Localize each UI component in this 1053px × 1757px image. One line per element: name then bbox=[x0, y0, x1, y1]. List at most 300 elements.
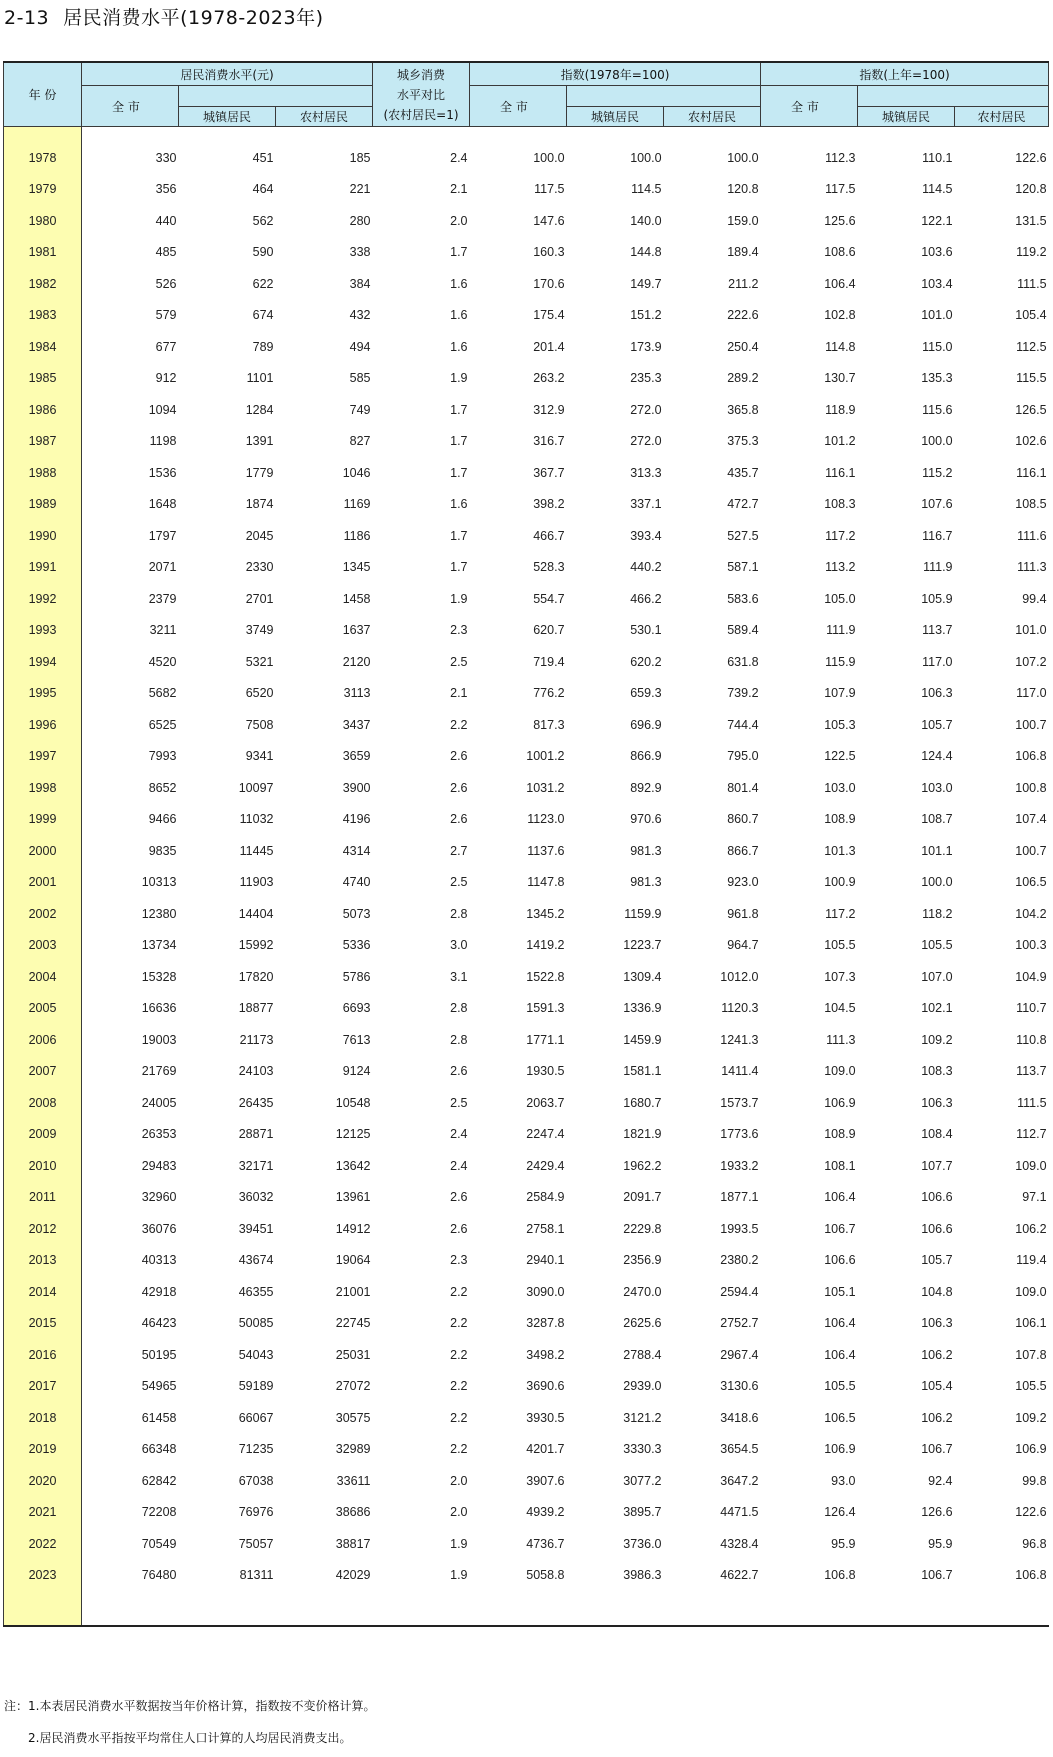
table-row bbox=[4, 1145, 1049, 1177]
header-index1978-all: 全 市 bbox=[470, 86, 567, 127]
cell-level-urban: 2045 bbox=[245, 528, 274, 543]
cell-year: 2017 bbox=[4, 1366, 82, 1398]
cell-indexprev-urban: 108.4 bbox=[921, 1127, 953, 1141]
cell-year: 2022 bbox=[4, 1523, 82, 1555]
table-row bbox=[4, 610, 1049, 642]
cell-level-urban: 5321 bbox=[245, 654, 274, 669]
cell-year: 1984 bbox=[4, 326, 82, 358]
cell-index1978-rural: 961.8 bbox=[727, 906, 759, 921]
cell-indexprev-all: 105.3 bbox=[824, 717, 856, 732]
cell-indexprev-urban: 107.0 bbox=[921, 969, 953, 984]
cell-index1978-urban: 100.0 bbox=[630, 150, 662, 165]
cell-index1978-rural: 1773.6 bbox=[720, 1127, 759, 1141]
table-title: 居民消费水平(1978-2023年) bbox=[63, 7, 324, 29]
cell-index1978-urban: 659.3 bbox=[630, 686, 662, 700]
cell-indexprev-urban: 106.2 bbox=[921, 1347, 953, 1362]
cell-indexprev-all: 114.8 bbox=[825, 339, 856, 354]
cell-level-all: 485 bbox=[155, 245, 177, 259]
cell-index1978-rural: 211.2 bbox=[728, 276, 759, 291]
table-header bbox=[4, 62, 1049, 127]
cell-level-urban: 11445 bbox=[239, 843, 274, 858]
cell-index1978-all: 1345.2 bbox=[526, 906, 565, 921]
cell-index1978-rural: 2967.4 bbox=[720, 1347, 759, 1362]
cell-level-all: 2379 bbox=[148, 591, 177, 606]
header-level-all: 全 市 bbox=[82, 86, 179, 127]
cell-urban-rural-ratio: 1.7 bbox=[450, 434, 468, 448]
cell-level-all: 440 bbox=[155, 213, 177, 228]
cell-year: 2010 bbox=[4, 1145, 82, 1177]
table-row bbox=[4, 1492, 1049, 1524]
cell-indexprev-urban: 92.4 bbox=[928, 1473, 953, 1488]
cell-level-urban: 1391 bbox=[245, 434, 274, 448]
cell-indexprev-rural: 106.2 bbox=[1015, 1221, 1047, 1236]
data-table-container bbox=[3, 61, 1048, 1627]
cell-level-urban: 39451 bbox=[238, 1221, 274, 1236]
cell-index1978-all: 4201.7 bbox=[526, 1442, 565, 1456]
cell-urban-rural-ratio: 1.9 bbox=[450, 371, 468, 385]
cell-indexprev-all: 115.9 bbox=[825, 654, 856, 669]
cell-urban-rural-ratio: 1.7 bbox=[450, 560, 468, 574]
cell-indexprev-rural: 107.2 bbox=[1015, 654, 1047, 669]
cell-index1978-all: 2063.7 bbox=[526, 1095, 565, 1110]
cell-indexprev-all: 106.4 bbox=[824, 1316, 856, 1330]
cell-level-rural: 1458 bbox=[342, 591, 371, 606]
cell-level-urban: 789 bbox=[252, 339, 274, 354]
table-row bbox=[4, 736, 1049, 768]
header-level-gap bbox=[179, 86, 373, 107]
cell-level-all: 1094 bbox=[148, 402, 177, 417]
cell-level-urban: 67038 bbox=[238, 1473, 274, 1488]
table-row bbox=[4, 925, 1049, 957]
cell-level-rural: 42029 bbox=[335, 1568, 371, 1582]
cell-indexprev-rural: 100.3 bbox=[1015, 938, 1047, 952]
note-2: 2.居民消费水平指按平均常住人口计算的人均居民消费支出。 bbox=[28, 1731, 352, 1745]
cell-level-all: 912 bbox=[155, 371, 177, 385]
cell-year: 1994 bbox=[4, 641, 82, 673]
table-row bbox=[4, 1051, 1049, 1083]
table-notes bbox=[4, 1690, 375, 1754]
cell-index1978-rural: 222.6 bbox=[727, 308, 759, 322]
cell-index1978-all: 3498.2 bbox=[526, 1347, 565, 1362]
cell-level-rural: 12125 bbox=[335, 1127, 371, 1141]
cell-indexprev-urban: 115.6 bbox=[922, 402, 953, 417]
cell-indexprev-all: 111.3 bbox=[826, 1032, 856, 1047]
cell-level-rural: 221 bbox=[349, 182, 371, 196]
table-row bbox=[4, 326, 1049, 358]
cell-year: 2015 bbox=[4, 1303, 82, 1335]
cell-year: 2006 bbox=[4, 1019, 82, 1051]
cell-urban-rural-ratio: 2.2 bbox=[450, 1316, 468, 1330]
table-number: 2-13 bbox=[4, 7, 50, 29]
cell-index1978-urban: 1821.9 bbox=[623, 1127, 662, 1141]
cell-index1978-urban: 2788.4 bbox=[623, 1347, 662, 1362]
cell-index1978-rural: 2752.7 bbox=[720, 1316, 759, 1330]
cell-index1978-urban: 272.0 bbox=[630, 402, 662, 417]
cell-indexprev-all: 112.3 bbox=[825, 150, 856, 165]
cell-level-rural: 749 bbox=[349, 402, 371, 417]
table-row bbox=[4, 830, 1049, 862]
cell-urban-rural-ratio: 2.8 bbox=[450, 1032, 468, 1047]
cell-index1978-rural: 159.0 bbox=[727, 213, 759, 228]
cell-indexprev-urban: 106.6 bbox=[921, 1190, 953, 1204]
cell-level-rural: 5073 bbox=[342, 906, 371, 921]
cell-level-rural: 3113 bbox=[343, 686, 371, 700]
header-ratio-line3: (农村居民=1) bbox=[383, 107, 459, 122]
cell-urban-rural-ratio: 2.5 bbox=[450, 654, 468, 669]
cell-level-urban: 7508 bbox=[245, 717, 274, 732]
cell-level-all: 21769 bbox=[141, 1064, 177, 1078]
cell-indexprev-urban: 135.3 bbox=[921, 371, 953, 385]
cell-index1978-urban: 313.3 bbox=[630, 465, 662, 480]
cell-indexprev-rural: 119.2 bbox=[1016, 245, 1047, 259]
cell-year: 2005 bbox=[4, 988, 82, 1020]
cell-urban-rural-ratio: 3.0 bbox=[450, 938, 468, 952]
cell-index1978-rural: 3654.5 bbox=[720, 1442, 759, 1456]
cell-indexprev-rural: 122.6 bbox=[1015, 150, 1047, 165]
cell-indexprev-rural: 112.7 bbox=[1016, 1127, 1047, 1141]
cell-index1978-rural: 1933.2 bbox=[720, 1158, 759, 1173]
cell-index1978-urban: 3986.3 bbox=[623, 1568, 662, 1582]
cell-index1978-all: 170.6 bbox=[533, 276, 565, 291]
cell-level-urban: 24103 bbox=[238, 1064, 274, 1078]
cell-index1978-rural: 866.7 bbox=[727, 843, 759, 858]
cell-year: 1981 bbox=[4, 232, 82, 264]
cell-level-all: 677 bbox=[155, 339, 177, 354]
table-row bbox=[4, 1271, 1049, 1303]
cell-index1978-rural: 365.8 bbox=[727, 402, 759, 417]
table-row bbox=[4, 1429, 1049, 1461]
header-indexprev-rural: 农村居民 bbox=[955, 107, 1049, 127]
cell-indexprev-urban: 106.3 bbox=[921, 686, 953, 700]
cell-indexprev-rural: 109.0 bbox=[1015, 1158, 1047, 1173]
cell-year: 2000 bbox=[4, 830, 82, 862]
cell-urban-rural-ratio: 1.6 bbox=[450, 308, 468, 322]
cell-indexprev-rural: 106.8 bbox=[1015, 749, 1047, 763]
cell-index1978-rural: 744.4 bbox=[727, 717, 759, 732]
cell-level-urban: 464 bbox=[252, 182, 274, 196]
cell-level-all: 526 bbox=[155, 276, 177, 291]
cell-index1978-all: 1147.8 bbox=[527, 875, 565, 889]
cell-indexprev-rural: 100.7 bbox=[1015, 843, 1047, 858]
cell-level-rural: 22745 bbox=[335, 1316, 371, 1330]
cell-level-all: 10313 bbox=[141, 875, 177, 889]
cell-urban-rural-ratio: 1.7 bbox=[450, 465, 468, 480]
cell-index1978-urban: 696.9 bbox=[630, 717, 662, 732]
cell-index1978-urban: 530.1 bbox=[630, 623, 662, 637]
table-row bbox=[4, 358, 1049, 390]
cell-level-urban: 9341 bbox=[245, 749, 274, 763]
cell-level-all: 579 bbox=[155, 308, 177, 322]
cell-urban-rural-ratio: 2.6 bbox=[450, 812, 468, 826]
cell-indexprev-urban: 117.0 bbox=[922, 654, 953, 669]
cell-year: 2003 bbox=[4, 925, 82, 957]
cell-urban-rural-ratio: 1.9 bbox=[450, 1536, 468, 1551]
cell-indexprev-all: 126.4 bbox=[824, 1505, 856, 1519]
cell-indexprev-rural: 99.8 bbox=[1022, 1473, 1047, 1488]
cell-year: 1991 bbox=[4, 547, 82, 579]
cell-level-urban: 1284 bbox=[245, 402, 274, 417]
cell-index1978-urban: 1223.7 bbox=[623, 938, 662, 952]
cell-index1978-all: 1419.2 bbox=[526, 938, 565, 952]
cell-urban-rural-ratio: 2.2 bbox=[450, 1410, 468, 1425]
cell-index1978-urban: 1962.2 bbox=[623, 1158, 662, 1173]
cell-level-all: 40313 bbox=[141, 1253, 177, 1267]
cell-year: 2018 bbox=[4, 1397, 82, 1429]
table-row bbox=[4, 988, 1049, 1020]
cell-level-rural: 6693 bbox=[342, 1001, 371, 1015]
cell-level-rural: 32989 bbox=[335, 1442, 371, 1456]
cell-level-rural: 13961 bbox=[335, 1190, 371, 1204]
cell-indexprev-all: 106.8 bbox=[824, 1568, 856, 1582]
cell-level-urban: 10097 bbox=[238, 780, 274, 795]
cell-urban-rural-ratio: 2.2 bbox=[450, 717, 468, 732]
cell-urban-rural-ratio: 2.0 bbox=[450, 1505, 468, 1519]
cell-index1978-rural: 1993.5 bbox=[720, 1221, 759, 1236]
cell-index1978-rural: 1877.1 bbox=[720, 1190, 759, 1204]
cell-indexprev-all: 108.9 bbox=[824, 812, 856, 826]
cell-level-rural: 38817 bbox=[335, 1536, 371, 1551]
cell-index1978-all: 117.5 bbox=[534, 182, 565, 196]
cell-level-rural: 25031 bbox=[335, 1347, 371, 1362]
cell-level-all: 76480 bbox=[141, 1568, 177, 1582]
cell-index1978-all: 367.7 bbox=[533, 465, 565, 480]
cell-year: 1985 bbox=[4, 358, 82, 390]
cell-level-urban: 1101 bbox=[246, 371, 274, 385]
cell-indexprev-urban: 105.4 bbox=[921, 1379, 953, 1393]
cell-indexprev-rural: 97.1 bbox=[1022, 1190, 1047, 1204]
cell-urban-rural-ratio: 2.3 bbox=[450, 623, 468, 637]
cell-indexprev-all: 106.5 bbox=[824, 1410, 856, 1425]
cell-indexprev-urban: 103.6 bbox=[921, 245, 953, 259]
cell-level-rural: 30575 bbox=[335, 1410, 371, 1425]
cell-indexprev-urban: 105.9 bbox=[921, 591, 953, 606]
cell-level-urban: 590 bbox=[252, 245, 274, 259]
cell-index1978-rural: 3647.2 bbox=[720, 1473, 759, 1488]
header-urban-rural-ratio bbox=[373, 62, 470, 127]
table-row bbox=[4, 704, 1049, 736]
cell-level-rural: 38686 bbox=[335, 1505, 371, 1519]
cell-level-urban: 76976 bbox=[238, 1505, 274, 1519]
cell-indexprev-all: 106.4 bbox=[824, 276, 856, 291]
cell-level-rural: 432 bbox=[349, 308, 371, 322]
cell-year: 2013 bbox=[4, 1240, 82, 1272]
table-row bbox=[4, 1303, 1049, 1335]
cell-index1978-rural: 1012.0 bbox=[720, 969, 759, 984]
cell-level-urban: 1779 bbox=[245, 465, 274, 480]
cell-index1978-urban: 440.2 bbox=[630, 560, 662, 574]
cell-index1978-urban: 2939.0 bbox=[623, 1379, 662, 1393]
cell-level-all: 3211 bbox=[149, 623, 177, 637]
cell-urban-rural-ratio: 2.0 bbox=[450, 1473, 468, 1488]
cell-year: 2021 bbox=[4, 1492, 82, 1524]
cell-year: 1980 bbox=[4, 200, 82, 232]
table-row bbox=[4, 1334, 1049, 1366]
cell-level-urban: 18877 bbox=[238, 1001, 274, 1015]
cell-indexprev-rural: 126.5 bbox=[1015, 402, 1047, 417]
cell-indexprev-rural: 106.5 bbox=[1015, 875, 1047, 889]
cell-index1978-all: 160.3 bbox=[533, 245, 565, 259]
cell-level-rural: 1186 bbox=[343, 528, 371, 543]
cell-indexprev-urban: 122.1 bbox=[921, 213, 953, 228]
cell-level-all: 5682 bbox=[148, 686, 177, 700]
cell-index1978-rural: 375.3 bbox=[727, 434, 759, 448]
cell-index1978-all: 466.7 bbox=[533, 528, 565, 543]
cell-index1978-rural: 631.8 bbox=[727, 654, 759, 669]
cell-level-all: 15328 bbox=[141, 969, 177, 984]
cell-year: 2009 bbox=[4, 1114, 82, 1146]
table-row bbox=[4, 1177, 1049, 1209]
cell-indexprev-urban: 101.1 bbox=[921, 843, 953, 858]
cell-year: 1990 bbox=[4, 515, 82, 547]
cell-level-all: 54965 bbox=[141, 1379, 177, 1393]
cell-indexprev-urban: 105.7 bbox=[921, 717, 953, 732]
cell-level-urban: 66067 bbox=[238, 1410, 274, 1425]
cell-level-urban: 2701 bbox=[245, 591, 274, 606]
cell-urban-rural-ratio: 2.6 bbox=[450, 1064, 468, 1078]
cell-indexprev-urban: 103.4 bbox=[921, 276, 953, 291]
cell-indexprev-rural: 105.5 bbox=[1015, 1379, 1047, 1393]
cell-urban-rural-ratio: 1.6 bbox=[450, 276, 468, 291]
cell-level-rural: 4314 bbox=[342, 843, 371, 858]
cell-level-all: 19003 bbox=[141, 1032, 177, 1047]
cell-indexprev-rural: 131.5 bbox=[1015, 213, 1047, 228]
table-row bbox=[4, 547, 1049, 579]
cell-indexprev-urban: 115.2 bbox=[922, 465, 953, 480]
cell-level-all: 61458 bbox=[141, 1410, 177, 1425]
cell-index1978-all: 817.3 bbox=[533, 717, 565, 732]
cell-year: 1992 bbox=[4, 578, 82, 610]
cell-urban-rural-ratio: 2.4 bbox=[450, 1158, 468, 1173]
cell-index1978-urban: 981.3 bbox=[630, 875, 662, 889]
cell-indexprev-all: 106.9 bbox=[824, 1442, 856, 1456]
cell-indexprev-rural: 100.8 bbox=[1015, 780, 1047, 795]
cell-indexprev-urban: 95.9 bbox=[928, 1536, 953, 1551]
cell-index1978-all: 312.9 bbox=[533, 402, 565, 417]
cell-index1978-rural: 739.2 bbox=[727, 686, 759, 700]
cell-index1978-rural: 795.0 bbox=[727, 749, 759, 763]
cell-index1978-all: 2940.1 bbox=[526, 1253, 565, 1267]
cell-level-rural: 4740 bbox=[342, 875, 371, 889]
cell-urban-rural-ratio: 2.6 bbox=[450, 1190, 468, 1204]
cell-level-all: 36076 bbox=[141, 1221, 177, 1236]
cell-index1978-urban: 2625.6 bbox=[623, 1316, 662, 1330]
cell-index1978-urban: 151.2 bbox=[630, 308, 662, 322]
cell-year: 2007 bbox=[4, 1051, 82, 1083]
cell-index1978-all: 2247.4 bbox=[526, 1127, 565, 1141]
cell-level-rural: 9124 bbox=[342, 1064, 371, 1078]
cell-indexprev-urban: 109.2 bbox=[921, 1032, 953, 1047]
cell-level-rural: 185 bbox=[349, 150, 371, 165]
cell-level-urban: 21173 bbox=[239, 1032, 274, 1047]
cell-year: 2012 bbox=[4, 1208, 82, 1240]
cell-index1978-rural: 1120.3 bbox=[721, 1001, 759, 1015]
cell-indexprev-rural: 104.9 bbox=[1015, 969, 1047, 984]
cell-indexprev-all: 107.3 bbox=[824, 969, 856, 984]
cell-urban-rural-ratio: 2.5 bbox=[450, 1095, 468, 1110]
cell-level-urban: 36032 bbox=[238, 1190, 274, 1204]
cell-level-rural: 14912 bbox=[335, 1221, 371, 1236]
header-consumption-level: 居民消费水平(元) bbox=[82, 62, 373, 86]
cell-indexprev-all: 113.2 bbox=[825, 560, 856, 574]
cell-index1978-all: 620.7 bbox=[533, 623, 565, 637]
cell-index1978-urban: 114.5 bbox=[631, 182, 662, 196]
cell-indexprev-rural: 112.5 bbox=[1016, 339, 1047, 354]
cell-level-urban: 75057 bbox=[238, 1536, 274, 1551]
cell-level-rural: 5336 bbox=[342, 938, 371, 952]
cell-indexprev-all: 106.6 bbox=[824, 1253, 856, 1267]
cell-index1978-urban: 866.9 bbox=[630, 749, 662, 763]
cell-index1978-rural: 801.4 bbox=[727, 780, 759, 795]
cell-index1978-urban: 140.0 bbox=[630, 213, 662, 228]
cell-level-urban: 59189 bbox=[238, 1379, 274, 1393]
cell-index1978-all: 1591.3 bbox=[526, 1001, 565, 1015]
cell-index1978-all: 2584.9 bbox=[526, 1190, 565, 1204]
cell-index1978-all: 5058.8 bbox=[526, 1568, 565, 1582]
cell-level-urban: 28871 bbox=[238, 1127, 274, 1141]
cell-level-rural: 1345 bbox=[342, 560, 371, 574]
cell-year: 1998 bbox=[4, 767, 82, 799]
cell-indexprev-rural: 106.8 bbox=[1015, 1568, 1047, 1582]
cell-indexprev-all: 108.3 bbox=[824, 497, 856, 511]
cell-indexprev-rural: 108.5 bbox=[1015, 497, 1047, 511]
cell-indexprev-urban: 102.1 bbox=[921, 1001, 953, 1015]
table-row bbox=[4, 799, 1049, 831]
cell-level-rural: 280 bbox=[349, 213, 371, 228]
cell-index1978-all: 719.4 bbox=[533, 654, 565, 669]
cell-urban-rural-ratio: 2.7 bbox=[450, 843, 468, 858]
header-level-rural: 农村居民 bbox=[276, 107, 373, 127]
cell-index1978-urban: 1336.9 bbox=[623, 1001, 662, 1015]
cell-level-urban: 11903 bbox=[239, 875, 274, 889]
cell-indexprev-rural: 111.5 bbox=[1017, 1095, 1047, 1110]
cell-index1978-all: 3287.8 bbox=[526, 1316, 565, 1330]
cell-year: 2001 bbox=[4, 862, 82, 894]
cell-urban-rural-ratio: 2.2 bbox=[450, 1284, 468, 1299]
cell-index1978-all: 1137.6 bbox=[527, 843, 565, 858]
cell-level-all: 70549 bbox=[141, 1536, 177, 1551]
cell-level-all: 9466 bbox=[148, 812, 177, 826]
cell-indexprev-all: 93.0 bbox=[831, 1473, 856, 1488]
cell-index1978-rural: 3418.6 bbox=[720, 1410, 759, 1425]
cell-indexprev-urban: 106.3 bbox=[921, 1316, 953, 1330]
table-row bbox=[4, 767, 1049, 799]
cell-index1978-all: 1123.0 bbox=[527, 812, 565, 826]
cell-year: 2004 bbox=[4, 956, 82, 988]
table-row bbox=[4, 1397, 1049, 1429]
cell-level-urban: 1874 bbox=[245, 497, 274, 511]
cell-level-urban: 46355 bbox=[238, 1284, 274, 1299]
cell-indexprev-urban: 106.7 bbox=[921, 1442, 953, 1456]
cell-level-rural: 27072 bbox=[335, 1379, 371, 1393]
cell-level-all: 32960 bbox=[141, 1190, 177, 1204]
cell-index1978-all: 263.2 bbox=[533, 371, 565, 385]
cell-indexprev-all: 117.5 bbox=[825, 182, 856, 196]
cell-indexprev-all: 95.9 bbox=[831, 1536, 856, 1551]
cell-indexprev-urban: 103.0 bbox=[921, 780, 953, 795]
cell-indexprev-all: 105.0 bbox=[824, 591, 856, 606]
cell-urban-rural-ratio: 2.8 bbox=[450, 906, 468, 921]
cell-level-all: 8652 bbox=[148, 780, 177, 795]
cell-index1978-urban: 3121.2 bbox=[623, 1410, 662, 1425]
cell-level-all: 356 bbox=[155, 182, 177, 196]
cell-indexprev-urban: 114.5 bbox=[922, 182, 953, 196]
cell-level-all: 6525 bbox=[148, 717, 177, 732]
cell-level-rural: 494 bbox=[349, 339, 371, 354]
cell-urban-rural-ratio: 2.4 bbox=[450, 1127, 468, 1141]
cell-level-rural: 21001 bbox=[335, 1284, 371, 1299]
table-row bbox=[4, 295, 1049, 327]
table-row bbox=[4, 1208, 1049, 1240]
